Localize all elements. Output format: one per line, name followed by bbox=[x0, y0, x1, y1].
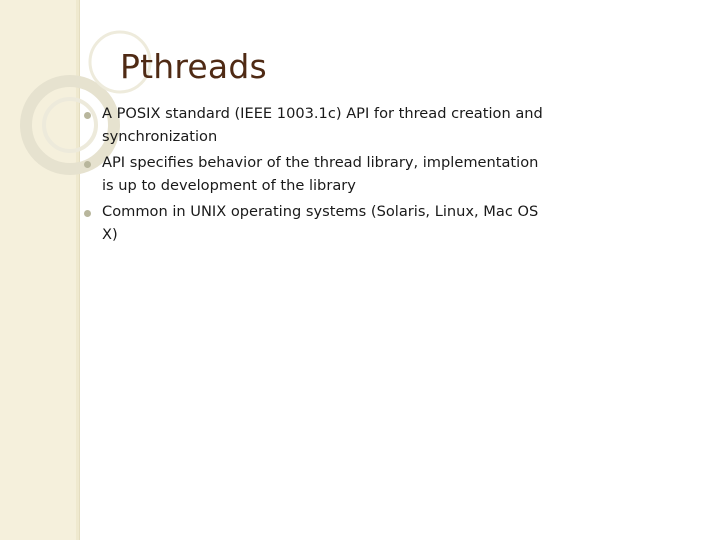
bullet-item bbox=[82, 201, 552, 246]
bullet-dot-icon bbox=[84, 161, 91, 168]
bullet-text: A POSIX standard (IEEE 1003.1c) API for thread creation and synchronization bbox=[102, 105, 543, 145]
bullet-dot-icon bbox=[84, 210, 91, 217]
bullet-item bbox=[82, 152, 552, 197]
bullet-dot-icon bbox=[84, 112, 91, 119]
bullet-text: Common in UNIX operating systems (Solaris, Linux, Mac OS X) bbox=[102, 203, 539, 243]
bullet-text: API specifies behavior of the thread library, implementation is up to development of the library bbox=[102, 154, 539, 194]
slide-title: Pthreads bbox=[120, 47, 267, 86]
bullet-list bbox=[82, 103, 552, 250]
bullet-item bbox=[82, 103, 552, 148]
